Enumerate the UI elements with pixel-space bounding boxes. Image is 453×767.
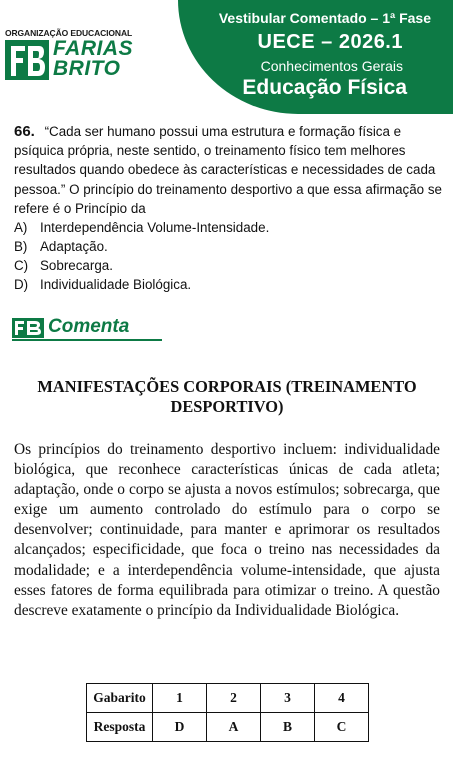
- fb-small-logo-icon: [12, 318, 44, 338]
- question-statement: [14, 122, 442, 218]
- resposta-label: Resposta: [87, 713, 153, 742]
- comenta-underline: [12, 339, 162, 341]
- table-row: [87, 713, 369, 742]
- option-text: Adaptação.: [40, 239, 108, 254]
- farias-brito-logo: [5, 28, 150, 86]
- answer-cell: C: [315, 713, 369, 742]
- gabarito-label: Gabarito: [87, 684, 153, 713]
- subject-title: Educação Física: [242, 76, 407, 99]
- option-letter: D): [14, 277, 29, 292]
- commentary-title: MANIFESTAÇÕES CORPORAIS (TREINAMENTO DESPORTIVO): [37, 377, 417, 416]
- org-caption: ORGANIZAÇÃO EDUCACIONAL: [5, 28, 133, 38]
- option-text: Sobrecarga.: [40, 258, 113, 273]
- logo-word-farias: FARIAS: [53, 37, 134, 60]
- exam-edition: UECE – 2026.1: [257, 31, 403, 53]
- question-number-cell: 1: [153, 684, 207, 713]
- logo-word-brito: BRITO: [53, 57, 121, 80]
- option-c: [14, 256, 442, 275]
- option-b: [14, 237, 442, 256]
- option-letter: A): [14, 220, 28, 235]
- answer-cell: A: [207, 713, 261, 742]
- header-banner: [178, 0, 453, 114]
- option-letter: C): [14, 258, 29, 273]
- answer-key-table: [86, 683, 369, 742]
- question-number-cell: 4: [315, 684, 369, 713]
- question-number-cell: 3: [261, 684, 315, 713]
- answer-cell: B: [261, 713, 315, 742]
- option-a: [14, 218, 442, 237]
- comenta-heading: [12, 317, 172, 341]
- comenta-label: Comenta: [48, 316, 130, 337]
- option-d: [14, 275, 442, 294]
- option-text: Individualidade Biológica.: [40, 277, 192, 292]
- option-letter: B): [14, 239, 28, 254]
- question-number-cell: 2: [207, 684, 261, 713]
- fb-logo-mark-icon: [5, 40, 49, 80]
- question-text: “Cada ser humano possui uma estrutura e formação física e psíquica própria, neste sentido, o treinamento físico tem melhores resultados quando obedece às características e necessidades de cada pessoa.” O princípio do treinamento desportivo a que essa afirmação se refere é o Princípio da: [14, 124, 442, 216]
- option-text: Interdependência Volume-Intensidade.: [40, 220, 270, 235]
- exam-title: Vestibular Comentado – 1ª Fase: [218, 10, 431, 26]
- question-number: 66.: [14, 123, 35, 140]
- page-header: [0, 0, 453, 114]
- answer-options: [14, 218, 442, 294]
- answer-cell: D: [153, 713, 207, 742]
- commentary-body: Os princípios do treinamento desportivo incluem: individualidade biológica, que reconhece características únicas de cada atleta; adaptação, onde o corpo se ajusta a novos estímulos; sobrecarga, que exige um aumento controlado do estímulo para o corpo se desenvolver; continuidade, para manter e aprimorar os resultados alcançados; especificidade, que foca o treino nas necessidades da modalidade; e a interdependência volume-intensidade, que ajusta esses fatores de forma equilibrada para otimizar o treino. A questão descreve exatamente o princípio da Individualidade Biológica.: [14, 441, 440, 619]
- table-row: [87, 684, 369, 713]
- exam-area: Conhecimentos Gerais: [260, 58, 403, 74]
